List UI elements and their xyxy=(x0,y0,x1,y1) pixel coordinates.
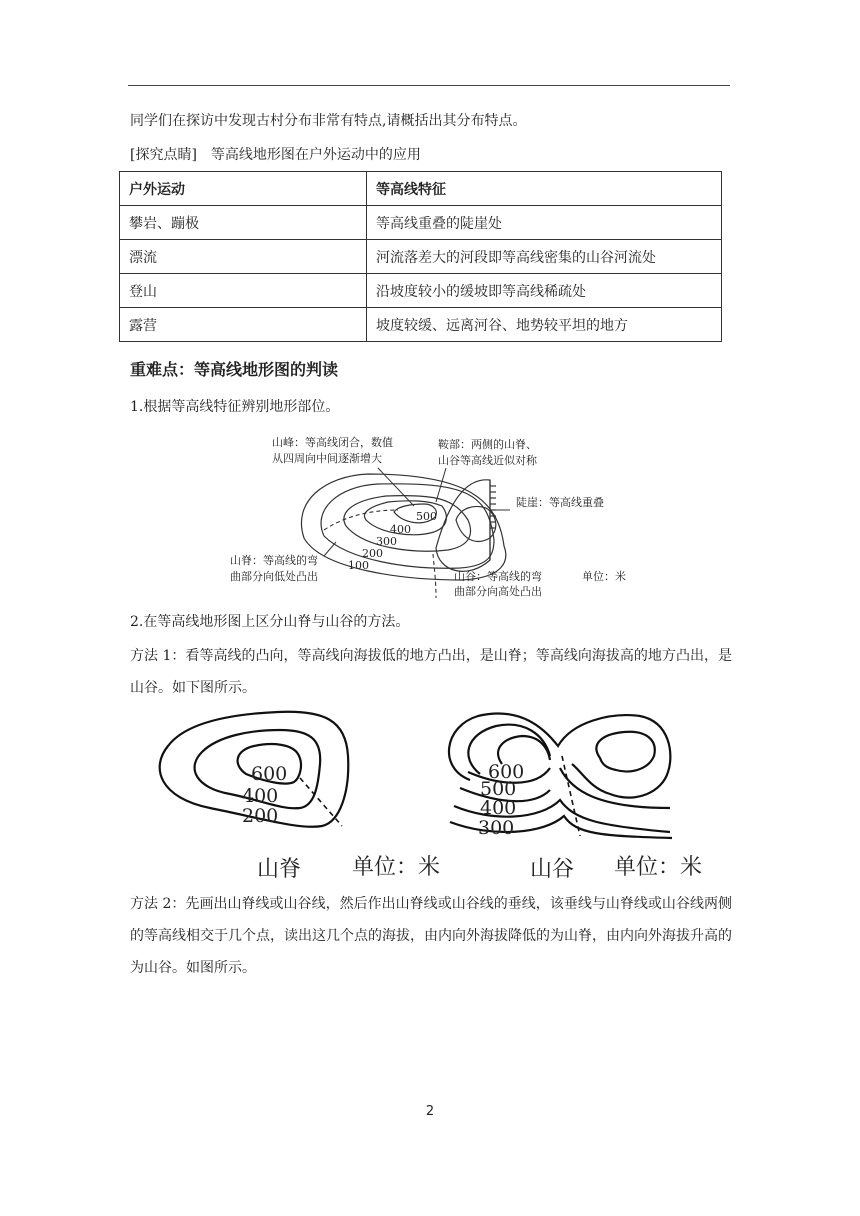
intro-line: 同学们在探访中发现古村分布非常有特点,请概括出其分布特点。 xyxy=(130,113,527,129)
contour-label: 200 xyxy=(362,547,383,560)
table-row xyxy=(120,206,722,240)
table-cell: 攀岩、蹦极 xyxy=(120,206,367,240)
table-row xyxy=(120,240,722,274)
contour-label: 600 xyxy=(251,763,288,785)
method-1: 方法 1：看等高线的凸向，等高线向海拔低的地方凸出，是山脊；等高线向海拔高的地方凸出，是山谷。如下图所示。 xyxy=(130,648,732,696)
valley-caption: 山谷 xyxy=(530,857,575,882)
header-rule xyxy=(128,85,730,86)
table-cell: 等高线重叠的陡崖处 xyxy=(367,206,722,240)
table-header-row xyxy=(120,172,722,206)
saddle-label: 山谷等高线近似对称 xyxy=(438,454,537,467)
peak-label: 山峰：等高线闭合，数值 xyxy=(272,436,393,449)
cliff-label: 陡崖：等高线重叠 xyxy=(516,496,604,509)
table-header-cell: 户外运动 xyxy=(120,172,367,206)
ridge-unit: 单位：米 xyxy=(352,855,441,880)
table-cell: 露营 xyxy=(120,308,367,342)
key-heading: 重难点：等高线地形图的判读 xyxy=(130,360,339,379)
item-1: 1.根据等高线特征辨别地形部位。 xyxy=(130,399,340,415)
method-2: 方法 2：先画出山脊线或山谷线，然后作出山脊线或山谷线的垂线，该垂线与山脊线或山谷线两侧的等高线相交于几个点，读出这几个点的海拔，由内向外海拔降低的为山脊，由内向外海拔升高的为山谷。如图所示。 xyxy=(130,896,732,976)
valley-label: 曲部分向高处凸出 xyxy=(454,585,542,598)
outdoor-activity-table xyxy=(119,171,722,342)
contour-label: 200 xyxy=(242,805,279,827)
contour-label: 500 xyxy=(480,778,517,800)
landform-contour-figure xyxy=(228,430,648,600)
contour-label: 400 xyxy=(242,785,279,807)
contour-label: 500 xyxy=(416,510,437,523)
page-number: 2 xyxy=(425,1104,435,1119)
contour-label: 100 xyxy=(348,559,369,572)
table-row xyxy=(120,308,722,342)
item-2: 2.在等高线地形图上区分山脊与山谷的方法。 xyxy=(130,614,410,630)
unit-label: 单位：米 xyxy=(582,570,626,583)
valley-unit: 单位：米 xyxy=(614,855,703,880)
ridge-label: 山脊：等高线的弯 xyxy=(230,554,318,567)
table-cell: 沿坡度较小的缓坡即等高线稀疏处 xyxy=(367,274,722,308)
contour-label: 400 xyxy=(480,797,517,819)
table-cell: 河流落差大的河段即等高线密集的山谷河流处 xyxy=(367,240,722,274)
contour-label: 400 xyxy=(390,523,411,536)
contour-label: 300 xyxy=(478,817,515,839)
table-row xyxy=(120,274,722,308)
valley-label: 山谷：等高线的弯 xyxy=(454,570,542,583)
table-cell: 坡度较缓、远离河谷、地势较平坦的地方 xyxy=(367,308,722,342)
saddle-label: 鞍部：两侧的山脊、 xyxy=(438,438,537,451)
ridge-contour-figure xyxy=(150,708,360,838)
contour-label: 300 xyxy=(376,535,397,548)
ridge-caption: 山脊 xyxy=(257,857,302,882)
valley-contour-figure xyxy=(440,708,676,838)
contour-label: 600 xyxy=(488,761,525,783)
explore-heading: [探究点睛] 等高线地形图在户外运动中的应用 xyxy=(130,147,421,163)
ridge-label: 曲部分向低处凸出 xyxy=(230,570,318,583)
table-cell: 漂流 xyxy=(120,240,367,274)
table-header-cell: 等高线特征 xyxy=(367,172,722,206)
table-cell: 登山 xyxy=(120,274,367,308)
peak-label: 从四周向中间逐渐增大 xyxy=(272,452,382,465)
